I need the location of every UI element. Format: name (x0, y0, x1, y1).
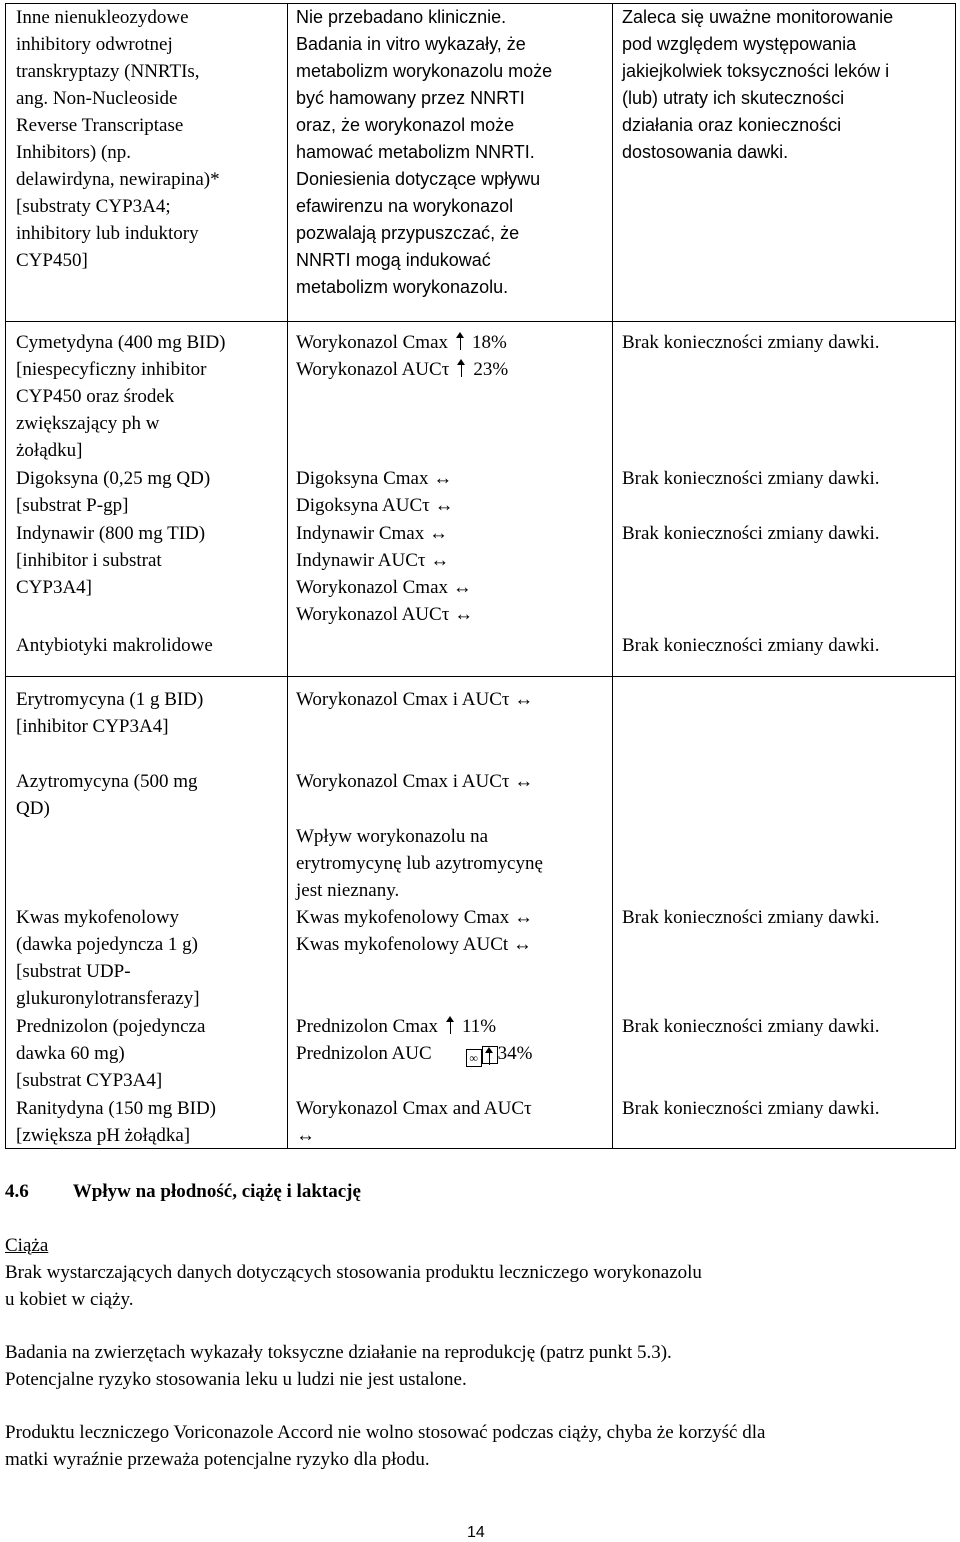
arrow-up-icon (444, 1016, 458, 1034)
column-divider (612, 4, 613, 1148)
cell-cymetydyna-drug: Cymetydyna (400 mg BID) [niespecyficzny inhibitor CYP450 oraz środek zwiększający ph w żołądku] (16, 332, 226, 461)
page-number: 14 (467, 1524, 485, 1541)
cell-mykofenolowy-effect: Kwas mykofenolowy Cmax ↔ Kwas mykofenolowy AUCt ↔ (296, 907, 533, 955)
arrow-up-icon (455, 359, 469, 377)
cell-prednizolon-recommendation: Brak konieczności zmiany dawki. (622, 1016, 880, 1037)
cell-erytromycyna-effect: Worykonazol Cmax i AUCτ ↔ (296, 689, 534, 710)
cell-erytromycyna-drug: Erytromycyna (1 g BID) [inhibitor CYP3A4] (16, 689, 204, 737)
cell-ranitydyna-drug: Ranitydyna (150 mg BID) [zwiększa pH żołądka] (16, 1098, 217, 1146)
cell-makrolidy-recommendation: Brak konieczności zmiany dawki. (622, 635, 880, 656)
paragraph: Brak wystarczających danych dotyczących stosowania produktu leczniczego worykonazolu u kobiet w ciąży. (5, 1262, 702, 1310)
cell-digoksyna-drug: Digoksyna (0,25 mg QD) [substrat P-gp] (16, 468, 211, 516)
cell-mykofenolowy-recommendation: Brak konieczności zmiany dawki. (622, 907, 880, 928)
cell-ranitydyna-recommendation: Brak konieczności zmiany dawki. (622, 1098, 880, 1119)
cell-nnrti-recommendation: Zaleca się uważne monitorowanie pod względem występowania jakiejkolwiek toksyczności leków i (lub) utraty ich skuteczności działania oraz konieczności dostosowania dawki. (622, 7, 894, 162)
cell-azytromycyna-note: Wpływ worykonazolu na erytromycynę lub azytromycynę jest nieznany. (296, 826, 543, 901)
cell-indynawir-drug: Indynawir (800 mg TID) [inhibitor i substrat CYP3A4] (16, 523, 206, 598)
cell-nnrti-drug: Inne nienukleozydowe inhibitory odwrotnej transkryptazy (NNRTIs, ang. Non-Nucleoside Reverse Transcriptase Inhibitors) (np. delawirdyna, newirapina)* [substraty CYP3A4; inhibitory lub induktory CYP450] (16, 7, 220, 271)
cell-prednizolon-drug: Prednizolon (pojedyncza dawka 60 mg) [substrat CYP3A4] (16, 1016, 206, 1091)
section-heading: 4.6 Wpływ na płodność, ciążę i laktację (5, 1181, 361, 1202)
row-divider (6, 676, 955, 677)
cell-nnrti-effect: Nie przebadano klinicznie. Badania in vitro wykazały, że metabolizm worykonazolu może być hamowany przez NNRTI oraz, że worykonazol może hamować metabolizm NNRTI. Doniesienia dotyczące wpływu efawirenzu na worykonazol pozwalają przypuszczać, że NNRTI mogą indukować metabolizm worykonazolu. (296, 7, 553, 297)
paragraph: Badania na zwierzętach wykazały toksyczne działanie na reprodukcję (patrz punkt 5.3). Potencjalne ryzyko stosowania leku u ludzi nie jest ustalone. (5, 1342, 672, 1390)
cell-mykofenolowy-drug: Kwas mykofenolowy (dawka pojedyncza 1 g) [substrat UDP- glukuronylotransferazy] (16, 907, 200, 1009)
column-divider (287, 4, 288, 1148)
cell-ranitydyna-effect: Worykonazol Cmax and AUCτ ↔ (296, 1098, 532, 1146)
cell-digoksyna-effect: Digoksyna Cmax ↔ Digoksyna AUCτ ↔ (296, 468, 454, 516)
cell-cymetydyna-recommendation: Brak konieczności zmiany dawki. (622, 332, 880, 353)
cell-indynawir-recommendation: Brak konieczności zmiany dawki. (622, 523, 880, 544)
cell-digoksyna-recommendation: Brak konieczności zmiany dawki. (622, 468, 880, 489)
missing-glyph-icon: ∞ (466, 1043, 498, 1070)
cell-azytromycyna-drug: Azytromycyna (500 mg QD) (16, 771, 198, 819)
cell-makrolidy-drug: Antybiotyki makrolidowe (16, 635, 213, 656)
interactions-table (5, 3, 956, 1149)
paragraph: Produktu leczniczego Voriconazole Accord nie wolno stosować podczas ciąży, chyba że korzyść dla matki wyraźnie przeważa potencjalne ryzyko dla płodu. (5, 1422, 766, 1470)
row-divider (6, 321, 955, 322)
cell-cymetydyna-effect: Worykonazol Cmax 18% Worykonazol AUCτ 23% (296, 332, 509, 380)
subheading-pregnancy: Ciąża (5, 1235, 49, 1256)
cell-azytromycyna-effect: Worykonazol Cmax i AUCτ ↔ (296, 771, 534, 792)
cell-prednizolon-effect: Prednizolon Cmax 11% Prednizolon AUC ∞ 34% (296, 1013, 532, 1070)
arrow-up-icon (454, 332, 468, 350)
cell-indynawir-effect: Indynawir Cmax ↔ Indynawir AUCτ ↔ Worykonazol Cmax ↔ Worykonazol AUCτ ↔ (296, 523, 474, 625)
